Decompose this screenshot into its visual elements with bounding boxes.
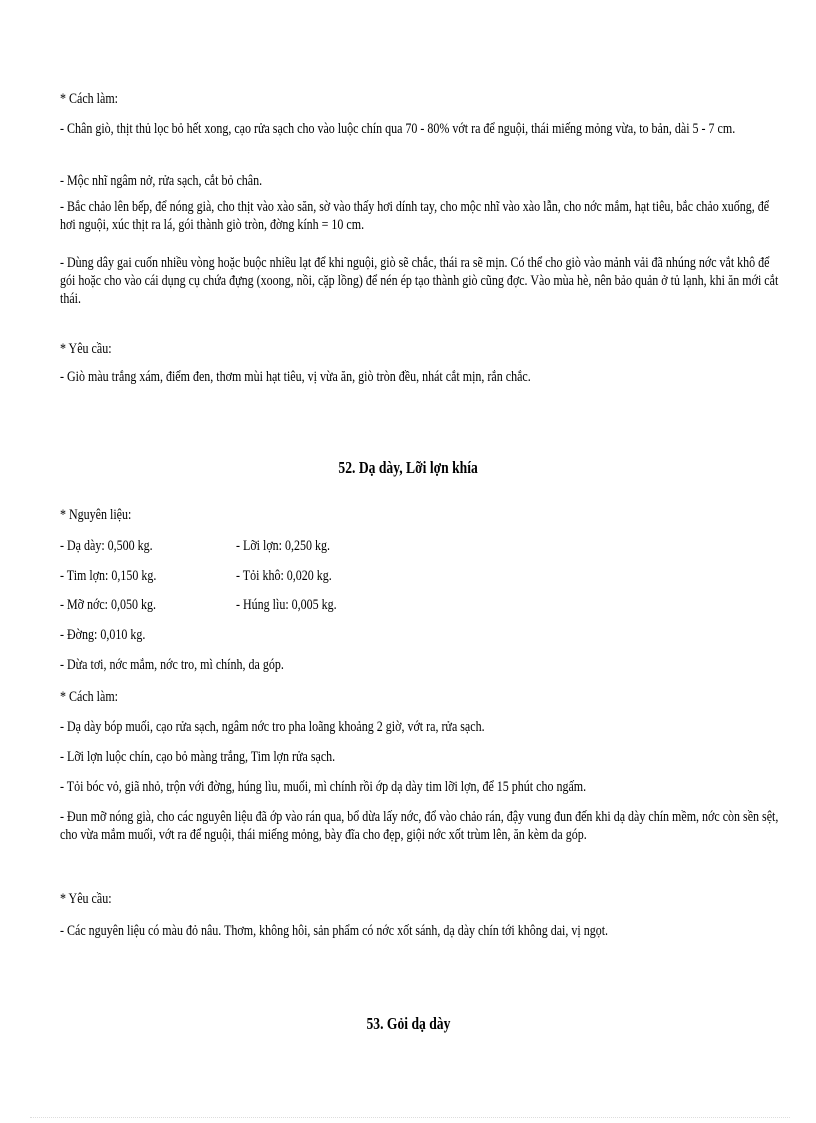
- step-paragraph: - Đun mỡ nóng già, cho các nguyên liệu đã ớp vào rán qua, bổ dừa lấy nớc, đổ vào chảo rán, đậy vung đun đến khi dạ dày chín mềm, nớc còn sền sệt, cho vừa mắm muối, vớt ra để nguội, thái miếng mỏng, bày đĩa cho đẹp, giội nớc xốt trùm lên, ăn kèm da góp.: [60, 809, 779, 843]
- section-title-text: 52. Dạ dày, Lỡi lợn khía: [338, 458, 478, 477]
- ingredient-item: - Lỡi lợn: 0,250 kg.: [236, 538, 331, 554]
- ingredient-item: - Húng lìu: 0,005 kg.: [236, 597, 337, 613]
- cach-lam-label: * Cách làm:: [60, 91, 118, 107]
- step-paragraph: - Bắc chảo lên bếp, để nóng già, cho thịt vào xào săn, sờ vào thấy hơi dính tay, cho mộc nhĩ vào xào lẫn, cho nớc mắm, hạt tiêu, bắc chảo xuống, để hơi nguội, xúc thịt ra lá, gói thành giò tròn, đờng kính = 10 cm.: [60, 199, 770, 233]
- ingredient-item: - Đờng: 0,010 kg.: [60, 627, 146, 643]
- section-title: [0, 1014, 816, 1034]
- page-bottom-divider: [30, 1117, 790, 1118]
- yeu-cau-text: - Giò màu trắng xám, điểm đen, thơm mùi hạt tiêu, vị vừa ăn, giò tròn đều, nhát cắt mịn, rắn chắc.: [60, 369, 531, 385]
- ingredient-item: - Tim lợn: 0,150 kg.: [60, 568, 157, 584]
- nguyen-lieu-label: * Nguyên liệu:: [60, 507, 132, 523]
- section-title-text: 53. Gỏi dạ dày: [366, 1014, 450, 1033]
- ingredient-item: - Mỡ nớc: 0,050 kg.: [60, 597, 157, 613]
- step-paragraph: - Tỏi bóc vỏ, giã nhỏ, trộn với đờng, húng lìu, muối, mì chính rồi ớp dạ dày tim lỡi lợn, để 15 phút cho ngấm.: [60, 779, 587, 795]
- ingredient-item: - Dạ dày: 0,500 kg.: [60, 538, 153, 554]
- step-paragraph: - Dùng dây gai cuốn nhiều vòng hoặc buộc nhiều lạt để khi nguội, giò sẽ chắc, thái ra sẽ mịn. Có thể cho giò vào mảnh vải đã nhúng nớc vắt khô để gói hoặc cho vào cái dụng cụ chứa đựng (xoong, nồi, cặp lồng) để nén ép tạo thành giò cũng đợc. Vào mùa hè, nên bảo quản ở tủ lạnh, khi ăn mới cắt thái.: [60, 255, 779, 307]
- step-paragraph: - Dạ dày bóp muối, cạo rửa sạch, ngâm nớc tro pha loãng khoảng 2 giờ, vớt ra, rửa sạch.: [60, 719, 485, 735]
- yeu-cau-text: - Các nguyên liệu có màu đỏ nâu. Thơm, không hôi, sản phẩm có nớc xốt sánh, dạ dày chín tới không dai, vị ngọt.: [60, 923, 609, 939]
- section-title: [0, 458, 816, 478]
- ingredient-item: - Dừa tơi, nớc mắm, nớc tro, mì chính, da góp.: [60, 657, 284, 673]
- yeu-cau-label: * Yêu cầu:: [60, 341, 112, 357]
- ingredient-item: - Tỏi khô: 0,020 kg.: [236, 568, 332, 584]
- cach-lam-label: * Cách làm:: [60, 689, 118, 705]
- step-paragraph: - Lỡi lợn luộc chín, cạo bỏ màng trắng, Tim lợn rửa sạch.: [60, 749, 336, 765]
- step-paragraph: - Chân giò, thịt thủ lọc bỏ hết xong, cạo rửa sạch cho vào luộc chín qua 70 - 80% vớt ra để nguội, thái miếng mỏng vừa, to bản, dài 5 - 7 cm.: [60, 121, 736, 137]
- yeu-cau-label: * Yêu cầu:: [60, 891, 112, 907]
- step-paragraph: - Mộc nhĩ ngâm nở, rửa sạch, cắt bỏ chân.: [60, 173, 263, 189]
